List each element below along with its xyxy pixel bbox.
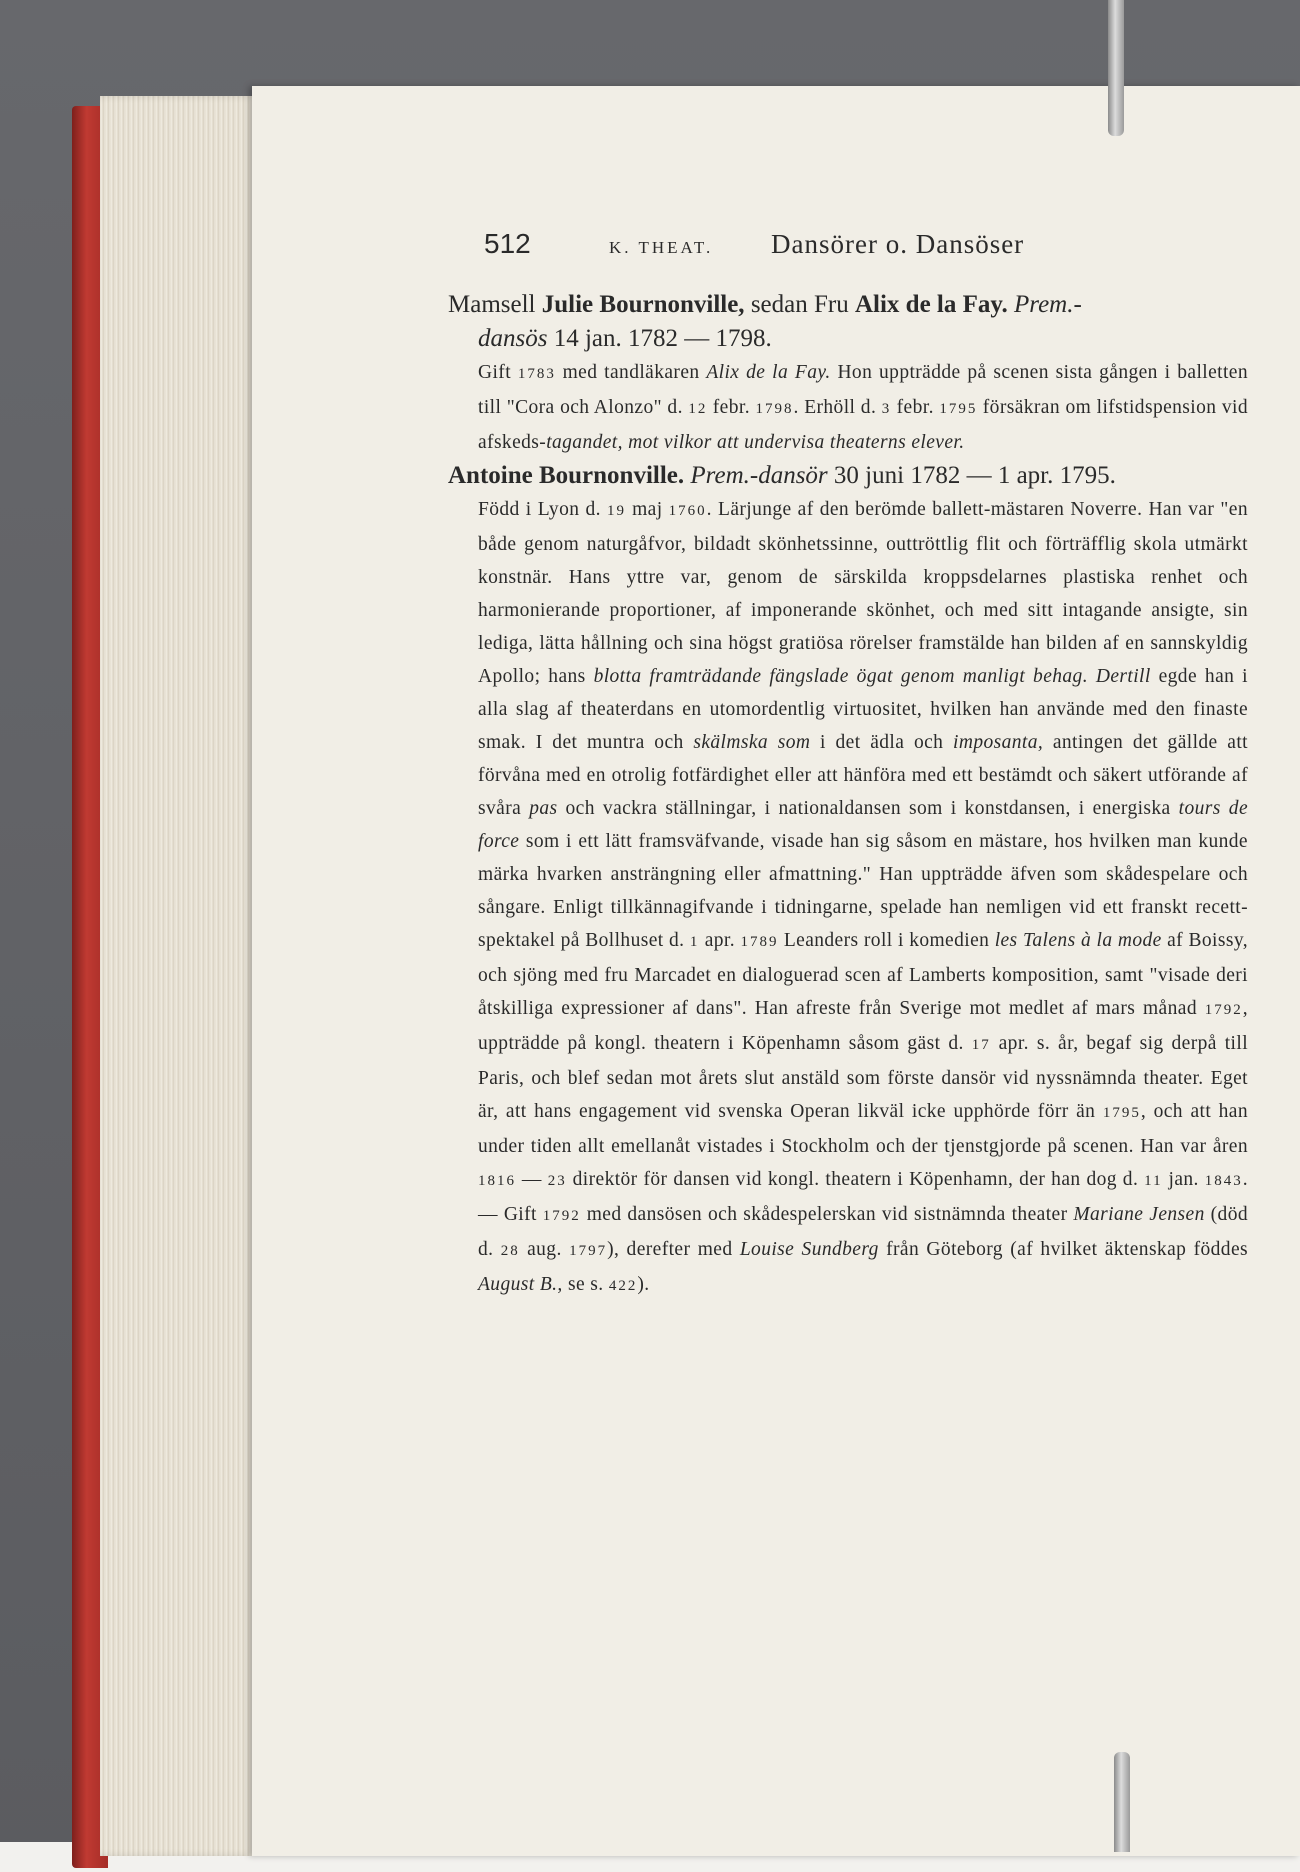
text-run: , och att han under tiden allt emellanåt vistades i Stockholm och der tjenstgjorde på scenen. Han var åren [478, 1101, 1248, 1157]
text-run: febr. [891, 397, 940, 418]
text-run: febr. [707, 397, 756, 418]
bookmark-ribbon-top [1108, 0, 1124, 136]
text-run: och vackra ställningar, i nationaldansen som i konstdansen, i energiska [557, 798, 1179, 819]
bookmark-ribbon-bottom [1114, 1752, 1130, 1852]
italic-text: August B., [478, 1274, 563, 1295]
numeral: 1789 [740, 934, 779, 950]
text-run: . Lärjunge af den berömde ballett-mästaren Noverre. Han var "en både genom naturgåfvor, bildadt skönhetssinne, outtröttlig flit och förträfflig skola utmärkt konstnär. Hans yttre var, genom de särskilda kroppsdelarnes plastiska renhet och harmonierande proportioner, af imponerande skönhet, och med sitt intagande ansigte, sin lediga, lätta hållning och sina högst gratiösa rörelser framstälde han bilden af en sannskyldig Apollo; hans [478, 499, 1248, 687]
section-label: K. THEAT. [609, 238, 714, 257]
text-run: ). [637, 1274, 650, 1295]
text-run: . — Gift [478, 1169, 1248, 1225]
italic-text: les Talens à la mode [994, 930, 1162, 951]
entry-heading [448, 459, 1248, 493]
entry-name: Antoine Bournonville. [448, 462, 685, 489]
entry-role-cont: dansös [478, 325, 548, 352]
text-run: maj [626, 499, 669, 520]
entry-title-mid: sedan Fru [744, 291, 855, 318]
text-run: jan. [1162, 1169, 1205, 1190]
text-run: med tandläkaren [555, 362, 707, 383]
italic-text: imposanta, [953, 732, 1044, 753]
numeral: 17 [971, 1037, 991, 1053]
numeral: 12 [688, 401, 708, 417]
numeral: 1 [689, 934, 700, 950]
numeral: 1816 [478, 1173, 516, 1189]
numeral: 1792 [1204, 1002, 1243, 1018]
entry-dates: 30 juni 1782 — 1 apr. 1795. [827, 462, 1116, 489]
text-run: Född i Lyon d. [478, 499, 607, 520]
numeral: 28 [500, 1243, 520, 1259]
numeral: 19 [607, 503, 626, 519]
entry-body [478, 356, 1248, 459]
text-run: antingen det gällde att förvåna med en otrolig fotfärdighet eller att hänföra med ett bestämdt och säkert utförande af svåra [478, 732, 1248, 819]
entry-julie-bournonville [448, 288, 1248, 459]
numeral: 11 [1144, 1173, 1163, 1189]
entry-antoine-bournonville [448, 459, 1248, 1303]
text-run: . Erhöll d. [793, 397, 882, 418]
text-run: — [516, 1169, 548, 1190]
entry-body [478, 493, 1248, 1303]
numeral: 1783 [517, 366, 556, 382]
running-head [484, 228, 1248, 268]
entry-title-prefix: Mamsell [448, 291, 542, 318]
text-run: Hon uppträdde på scenen sista gången i balletten till "Cora och Alonzo" d. [478, 362, 1248, 418]
page-text-block [448, 228, 1248, 1303]
text-run: aug. [519, 1239, 570, 1260]
entry-married-name: Alix de la Fay. [854, 291, 1008, 318]
text-run: direktör för dansen vid kongl. theatern i Köpenhamn, der han dog d. [566, 1169, 1145, 1190]
page-number: 512 [484, 228, 531, 259]
text-run: i det ädla och [810, 732, 954, 753]
text-run: (död d. [478, 1204, 1249, 1260]
italic-text: tours de force [478, 798, 1248, 852]
text-run: apr. [699, 930, 741, 951]
italic-text: Alix de la Fay. [706, 362, 831, 383]
entry-heading [448, 288, 1248, 356]
entry-role: Prem.- [1014, 291, 1082, 318]
italic-text: skälmska som [693, 732, 811, 753]
entry-name: Julie Bournonville, [541, 291, 745, 318]
text-run: Gift [478, 362, 518, 383]
text-run: apr. s. år, begaf sig derpå till Paris, och blef sedan mot årets slut anstäld som förste dansör vid nyssnämnda theater. Eget är, att hans engagement vid svenska Operan likväl icke upphörde förr än [478, 1033, 1249, 1122]
text-run: ), derefter med [607, 1239, 740, 1260]
page-stack-edges [100, 96, 260, 1856]
numeral: 1792 [542, 1208, 581, 1224]
text-run: som i ett lätt framsväfvande, visade han sig såsom en mästare, hos hvilken man kunde märka hvarken ansträngning eller afmattning." Han uppträdde äfven som skådespelare och sångare. Enligt tillkännagifvande i tidningarne, spelade han nemligen vid ett franskt recett-spektakel på Bollhuset d. [478, 831, 1248, 951]
numeral: 1797 [569, 1243, 608, 1259]
text-run: , uppträdde på kongl. theatern i Köpenhamn såsom gäst d. [478, 998, 1248, 1054]
running-head-title: Dansörer o. Dansöser [771, 229, 1025, 259]
text-run: försäkran om lifstidspension vid afskeds- [478, 397, 1248, 453]
entry-dates: 14 jan. 1782 — 1798. [547, 325, 772, 352]
numeral: 1795 [939, 401, 978, 417]
text-run: med dansösen och skådespelerskan vid sistnämnda theater [580, 1204, 1074, 1225]
text-run: Leanders roll i komedien [778, 930, 995, 951]
italic-text: Mariane Jensen [1073, 1204, 1205, 1225]
numeral: 1843 [1204, 1173, 1243, 1189]
text-run: se s. [562, 1274, 609, 1295]
italic-text: pas [529, 798, 558, 819]
numeral: 1795 [1102, 1105, 1141, 1121]
numeral: 3 [881, 401, 892, 417]
text-run: af Boissy, och sjöng med fru Marcadet en dialoguerad scen af Lamberts komposition, samt "visade deri åtskilliga expressioner af dans". Han afreste från Sverige mot medlet af mars månad [478, 930, 1248, 1019]
numeral: 1760 [668, 503, 707, 519]
text-run: egde han i alla slag af theaterdans en utomordentlig virtuositet, hvilken han använde med den finaste smak. I det muntra och [478, 666, 1248, 753]
italic-text: blotta framträdande fängslade ögat genom manligt behag. Dertill [593, 666, 1151, 687]
numeral: 1798 [755, 401, 794, 417]
numeral: 422 [608, 1278, 638, 1294]
italic-text: Louise Sundberg [739, 1239, 879, 1260]
text-run: från Göteborg (af hvilket äktenskap föddes [878, 1239, 1249, 1260]
italic-text: tagandet, mot vilkor att undervisa theaterns elever. [546, 432, 965, 453]
entry-role: Prem.-dansör [690, 462, 828, 489]
numeral: 23 [547, 1173, 567, 1189]
